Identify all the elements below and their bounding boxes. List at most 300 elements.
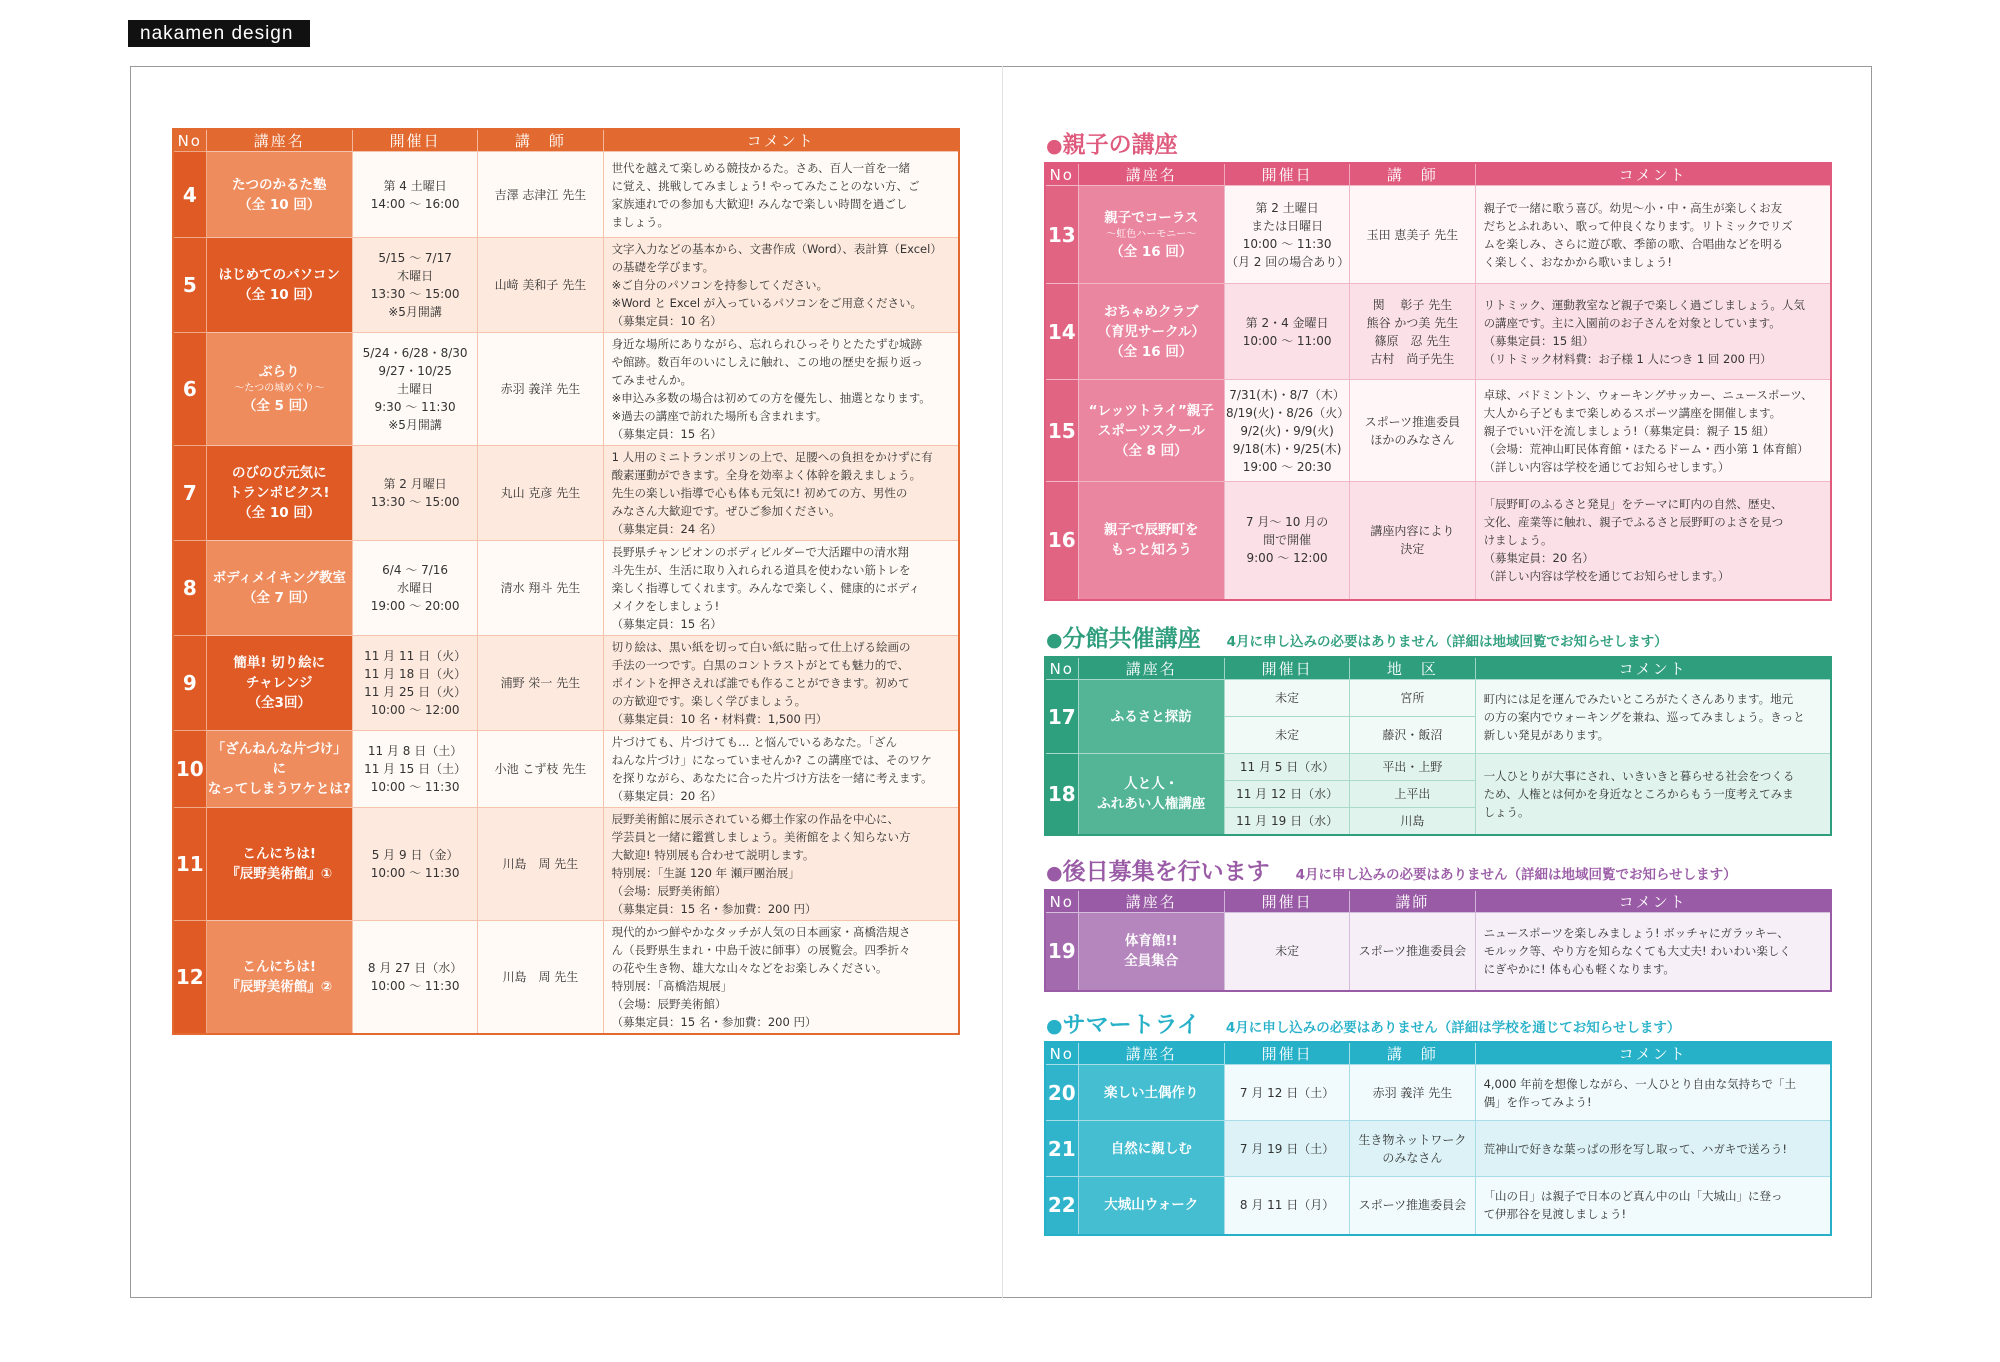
text-line: 大人から子どもまで楽しめるスポーツ講座を開催します。: [1483, 405, 1782, 420]
header-no: No: [173, 129, 206, 152]
text-line: ニュースポーツを楽しみましょう! ボッチャにガラッキー、: [1483, 926, 1789, 941]
header-name: 講座名: [1078, 657, 1224, 680]
text-line: （詳しい内容は学校を通じてお知らせします。）: [1483, 459, 1730, 474]
course-number: 11: [173, 808, 206, 921]
table-row: [1045, 482, 1831, 600]
header-no: No: [1045, 1042, 1078, 1065]
table-row: [1045, 1121, 1831, 1177]
header-date: 開催日: [1224, 657, 1349, 680]
text-line: ましょう。: [611, 214, 670, 229]
session-date: 11 月 12 日（水）: [1224, 781, 1349, 808]
text-line: スポーツ推進委員会: [1358, 944, 1467, 959]
text-line: の基礎を学びます。: [611, 260, 715, 274]
text-line: 生き物ネットワーク: [1358, 1132, 1467, 1147]
text-line: ふるさと探訪: [1110, 708, 1192, 725]
course-name: [1078, 1177, 1224, 1235]
text-line: のみなさん: [1382, 1150, 1443, 1165]
header-area: 地 区: [1350, 657, 1475, 680]
text-line: 11 月 8 日（土）: [367, 744, 463, 758]
course-name: [206, 446, 352, 541]
course-date: [352, 808, 477, 921]
text-line: 自然に親しむ: [1110, 1140, 1192, 1157]
course-comment: [1475, 380, 1831, 482]
text-line: にぎやかに! 体も心も軽くなります。: [1483, 962, 1675, 977]
section-title-text: 親子の講座: [1062, 132, 1178, 158]
text-line: （募集定員：20 名）: [611, 789, 722, 803]
text-line: 『辰野美術館』②: [226, 979, 333, 995]
text-line: なってしまうワケとは?: [207, 781, 351, 797]
text-line: ねんな片づけ」になっていませんか? この講座では、そのワケ: [611, 753, 932, 767]
text-line: 9:30 ～ 11:30: [374, 400, 456, 414]
table-row: [1045, 284, 1831, 380]
text-line: 長野県チャンピオンのボディビルダーで大活躍中の清水翔: [611, 545, 909, 559]
course-comment: [603, 152, 959, 238]
text-line: （会場：辰野美術館）: [611, 997, 727, 1011]
text-line: 斗先生が、生活に取り入れられる道具を使わない筋トレを: [611, 563, 911, 577]
text-line: の方の案内でウォーキングを兼ね、巡ってみましょう。きっと: [1483, 709, 1805, 724]
course-date: [1224, 1121, 1349, 1177]
text-line: （募集定員：20 名）: [1483, 551, 1594, 566]
course-name: [1078, 754, 1224, 835]
text-line: 身近な場所にありながら、忘れられひっそりとたたずむ城跡: [611, 337, 923, 351]
course-number: 9: [173, 636, 206, 731]
course-name: [206, 636, 352, 731]
text-line: はじめてのパソコン: [218, 267, 340, 283]
header-name: 講座名: [1078, 163, 1224, 186]
text-line: （育児サークル）: [1097, 323, 1206, 340]
text-line: スポーツ推進委員会: [1358, 1198, 1467, 1213]
course-date: [1224, 913, 1349, 991]
course-comment: [1475, 1065, 1831, 1121]
course-number: 8: [173, 541, 206, 636]
course-date: [352, 152, 477, 238]
session-area: 川島: [1350, 808, 1475, 835]
course-name: [1078, 913, 1224, 991]
table-row: [173, 238, 959, 333]
text-line: ポイントを押さえれば誰でも作ることができます。初めて: [611, 676, 910, 690]
course-number: 6: [173, 333, 206, 446]
header-teacher: 講師: [1350, 890, 1475, 913]
text-line: 間で開催: [1263, 533, 1312, 548]
text-line: 土曜日: [397, 382, 434, 396]
section-note: 4月に申し込みの必要はありません（詳細は地域回覧でお知らせします）: [1295, 867, 1737, 883]
course-number: 17: [1045, 680, 1078, 754]
text-line: 13:30 ～ 15:00: [370, 287, 460, 301]
text-line: 10:00 ～ 11:00: [1242, 333, 1332, 348]
course-table-branch: [1044, 656, 1832, 836]
text-line: だちとふれあい、歌って仲良くなります。リトミックでリズ: [1483, 218, 1793, 233]
text-line: 特別展：「髙橋浩規展」: [611, 979, 733, 993]
text-line: 楽しく指導してくれます。みんなで楽しく、健康的にボディ: [611, 581, 920, 595]
text-line: 第 2 土曜日: [1255, 200, 1319, 215]
course-number: 13: [1045, 186, 1078, 284]
text-line: 親子で辰野町を: [1104, 522, 1199, 539]
text-line: 世代を越えて楽しめる競技かるた。さあ、百人一首を一緒: [611, 160, 911, 175]
text-line: 5/15 ～ 7/17: [378, 251, 452, 265]
table-row: [1045, 754, 1831, 781]
text-line: 楽しい土偶作り: [1104, 1084, 1199, 1101]
header-teacher: 講 師: [1350, 163, 1475, 186]
text-line: 家族連れでの参加も大歓迎! みんなで楽しい時間を過ごし: [611, 196, 908, 211]
course-comment: [1475, 913, 1831, 991]
text-line: 辰野美術館に展示されている郷土作家の作品を中心に、: [611, 812, 900, 826]
course-name: [206, 152, 352, 238]
course-teacher: 赤羽 義洋 先生: [478, 333, 603, 446]
course-number: 22: [1045, 1177, 1078, 1235]
header-name: 講座名: [1078, 1042, 1224, 1065]
course-date: [1224, 482, 1349, 600]
text-line: 1 人用のミニトランポリンの上で、足腰への負担をかけずに有: [611, 450, 933, 464]
course-comment: [1475, 754, 1831, 835]
text-line: 未定: [1275, 944, 1300, 959]
course-comment: [603, 636, 959, 731]
course-number: 16: [1045, 482, 1078, 600]
course-name: [206, 808, 352, 921]
course-number: 20: [1045, 1065, 1078, 1121]
course-subtitle: ～虹色ハーモニー～: [1106, 228, 1197, 240]
text-line: こんにちは!: [242, 846, 317, 862]
text-line: 11 月 15 日（土）: [364, 762, 467, 776]
text-line: リトミック、運動教室など親子で楽しく過ごしましょう。人気: [1483, 297, 1805, 312]
text-line: 文化、産業等に触れ、親子でふるさと辰野町のよさを見つ: [1483, 515, 1784, 530]
header-teacher: 講 師: [478, 129, 603, 152]
text-line: 5 月 9 日（金）: [371, 848, 459, 862]
text-line: 親子でコーラス: [1104, 209, 1199, 226]
course-name: [206, 238, 352, 333]
text-line: 決定: [1400, 542, 1425, 557]
text-line: 11 月 25 日（火）: [364, 685, 467, 699]
text-line: 古村 尚子先生: [1370, 351, 1455, 366]
text-line: 14:00 ～ 16:00: [370, 196, 460, 211]
text-line: （募集定員：15 組）: [1483, 333, 1594, 348]
text-line: 11 月 11 日（火）: [364, 649, 467, 663]
course-comment: [1475, 186, 1831, 284]
table-row: [173, 333, 959, 446]
text-line: や館跡。数百年のいにしえに触れ、この地の歴史を振り返っ: [611, 355, 923, 369]
text-line: 9:00 ～ 12:00: [1246, 551, 1328, 566]
text-line: （募集定員：15 名・参加費：200 円）: [611, 902, 817, 916]
session-area: 藤沢・飯沼: [1350, 717, 1475, 754]
text-line: こんにちは!: [242, 959, 317, 975]
text-line: 人と人・: [1124, 775, 1179, 792]
section-title-summer: ●サマートライ 4月に申し込みの必要はありません（詳細は学校を通じてお知らせします）: [1046, 1012, 1681, 1038]
text-line: 全員集合: [1124, 953, 1179, 970]
text-line: （募集定員：10 名）: [611, 314, 722, 328]
text-line: （全3回）: [247, 695, 311, 711]
course-teacher: 山﨑 美和子 先生: [478, 238, 603, 333]
course-name: [1078, 1065, 1224, 1121]
header-name: 講座名: [206, 129, 352, 152]
course-name: [206, 333, 352, 446]
text-line: 9/2(火)・9/9(火): [1240, 423, 1334, 438]
text-line: おちゃめクラブ: [1104, 303, 1199, 320]
course-comment: [1475, 1121, 1831, 1177]
section-note: 4月に申し込みの必要はありません（詳細は学校を通じてお知らせします）: [1225, 1020, 1681, 1036]
text-line: （会場：荒神山町民体育館・ほたるドーム・西小第 1 体育館）: [1483, 441, 1809, 456]
table-row: [1045, 186, 1831, 284]
course-date: [352, 541, 477, 636]
header-name: 講座名: [1078, 890, 1224, 913]
text-line: しょう。: [1483, 804, 1530, 819]
course-number: 10: [173, 731, 206, 808]
text-line: 偶」を作ってみよう!: [1483, 1094, 1592, 1109]
course-table-parent-child: [1044, 162, 1832, 601]
course-comment: [603, 731, 959, 808]
text-line: てみませんか。: [611, 373, 693, 387]
course-number: 14: [1045, 284, 1078, 380]
text-line: 片づけても、片づけても… と悩んでいるあなた。「ざん: [611, 735, 897, 749]
text-line: （リトミック材料費：お子様 1 人につき 1 回 200 円）: [1483, 351, 1772, 366]
text-line: 親子で一緒に歌う喜び。幼児～小・中・高生が楽しくお友: [1483, 200, 1783, 215]
text-line: 大歓迎! 特別展も合わせて説明します。: [611, 848, 815, 862]
text-line: 簡単! 切り絵に: [233, 655, 326, 671]
text-line: 7 月～ 10 月の: [1245, 515, 1329, 530]
text-line: （詳しい内容は学校を通じてお知らせします。）: [1483, 569, 1730, 584]
text-line: 赤羽 義洋 先生: [1372, 1085, 1453, 1100]
table-row: [173, 152, 959, 238]
text-line: ボディメイキング教室: [212, 570, 346, 586]
header-comment: コメント: [1475, 1042, 1831, 1065]
course-date: [1224, 284, 1349, 380]
table-row: [173, 731, 959, 808]
text-line: （全 16 回）: [1110, 343, 1193, 360]
course-name: [1078, 1121, 1224, 1177]
header-date: 開催日: [1224, 163, 1349, 186]
course-table-later: [1044, 889, 1832, 992]
session-date: 未定: [1224, 680, 1349, 717]
course-name: [1078, 186, 1224, 284]
text-line: （募集定員：15 名）: [611, 617, 722, 631]
section-title-parent-child: ●親子の講座: [1046, 132, 1178, 158]
text-line: 4,000 年前を想像しながら、一人ひとり自由な気持ちで「土: [1483, 1076, 1797, 1091]
course-date: [352, 636, 477, 731]
text-line: メイクをしましょう!: [611, 599, 720, 613]
course-number: 18: [1045, 754, 1078, 835]
course-number: 5: [173, 238, 206, 333]
course-comment: [1475, 680, 1831, 754]
course-teacher: 清水 翔斗 先生: [478, 541, 603, 636]
text-line: 「ざんねんな片づけ」に: [211, 741, 347, 777]
course-date: [352, 921, 477, 1035]
text-line: 町内には足を運んでみたいところがたくさんあります。地元: [1483, 691, 1794, 706]
text-line: ※5月開講: [388, 305, 442, 319]
header-no: No: [1045, 890, 1078, 913]
text-line: ぶらり: [259, 364, 300, 380]
table-row: [1045, 1177, 1831, 1235]
course-teacher: [1350, 1177, 1475, 1235]
course-name: [206, 541, 352, 636]
header-date: 開催日: [1224, 890, 1349, 913]
session-area: 宮所: [1350, 680, 1475, 717]
course-comment: [1475, 284, 1831, 380]
session-date: 11 月 19 日（水）: [1224, 808, 1349, 835]
table-row: [173, 541, 959, 636]
text-line: の講座です。主に入園前のお子さんを対象としています。: [1483, 315, 1781, 330]
text-line: 学芸員と一緒に鑑賞しましょう。美術館をよく知らない方: [611, 830, 911, 844]
section-title-text: 分館共催講座: [1062, 626, 1201, 652]
text-line: 19:00 ～ 20:00: [370, 599, 460, 613]
text-line: 6/4 ～ 7/16: [382, 563, 449, 577]
text-line: 13:30 ～ 15:00: [370, 495, 460, 509]
text-line: （全 7 回）: [242, 590, 316, 606]
text-line: （募集定員：15 名・参加費：200 円）: [611, 1015, 817, 1029]
text-line: 切り絵は、黒い紙を切って白い紙に貼って仕上げる絵画の: [611, 640, 911, 654]
text-line: 19:00 ～ 20:30: [1242, 459, 1332, 474]
text-line: 10:00 ～ 11:30: [370, 780, 460, 794]
text-line: “レッツトライ”親子: [1088, 402, 1214, 419]
text-line: 9/27・10/25: [378, 364, 452, 378]
header-no: No: [1045, 163, 1078, 186]
session-date: 11 月 5 日（水）: [1224, 754, 1349, 781]
text-line: ため、人権とは何かを身近なところからもう一度考えてみま: [1483, 786, 1794, 801]
text-line: 木曜日: [397, 269, 434, 283]
text-line: （募集定員：10 名・材料費：1,500 円）: [611, 712, 828, 726]
text-line: 親子でいい汗を流しましょう!（募集定員：親子 15 組）: [1483, 423, 1775, 438]
course-comment: [603, 446, 959, 541]
text-line: 「辰野町のふるさと発見」をテーマに町内の自然、歴史、: [1483, 497, 1783, 512]
course-comment: [1475, 482, 1831, 600]
course-number: 12: [173, 921, 206, 1035]
section-title-branch: ●分館共催講座 4月に申し込みの必要はありません（詳細は地域回覧でお知らせします）: [1046, 626, 1668, 652]
text-line: 5/24・6/28・8/30: [362, 346, 468, 360]
table-row: [1045, 380, 1831, 482]
text-line: ※5月開講: [388, 418, 442, 432]
text-line: チャレンジ: [246, 675, 313, 691]
course-teacher: [1350, 284, 1475, 380]
text-line: 8 月 11 日（月）: [1239, 1198, 1335, 1213]
text-line: 文字入力などの基本から、文書作成（Word）、表計算（Excel）: [611, 242, 942, 256]
text-line: 特別展：「生誕 120 年 瀬戸團治展」: [611, 866, 800, 880]
header-comment: コメント: [1475, 890, 1831, 913]
brand-label: nakamen design: [128, 20, 310, 47]
text-line: （全 10 回）: [238, 196, 321, 213]
section-note: 4月に申し込みの必要はありません（詳細は地域回覧でお知らせします）: [1226, 634, 1668, 650]
text-line: て伊那谷を見渡しましょう!: [1483, 1207, 1627, 1222]
text-line: 『辰野美術館』①: [226, 866, 333, 882]
session-date: 未定: [1224, 717, 1349, 754]
course-number: 7: [173, 446, 206, 541]
course-teacher: 川島 周 先生: [478, 808, 603, 921]
course-date: [1224, 1177, 1349, 1235]
session-area: 平出・上野: [1350, 754, 1475, 781]
text-line: 講座内容により: [1370, 524, 1455, 539]
course-date: [1224, 1065, 1349, 1121]
course-table-summer: [1044, 1041, 1832, 1236]
text-line: の方歓迎です。楽しく学びましょう。: [611, 694, 807, 708]
page-fold: [1002, 66, 1003, 1298]
text-line: または日曜日: [1251, 218, 1324, 233]
course-comment: [1475, 1177, 1831, 1235]
course-teacher: 小池 こず枝 先生: [478, 731, 603, 808]
text-line: 一人ひとりが大事にされ、いきいきと暮らせる社会をつくる: [1483, 768, 1795, 783]
text-line: ん（長野県生まれ・中島千波に師事）の展覧会。四季折々: [611, 943, 911, 957]
course-teacher: 川島 周 先生: [478, 921, 603, 1035]
text-line: （募集定員：24 名）: [611, 522, 722, 536]
text-line: スポーツ推進委員: [1364, 414, 1461, 429]
course-date: [352, 731, 477, 808]
header-comment: コメント: [1475, 657, 1831, 680]
text-line: 酸素運動ができます。全身を効率よく体幹を鍛えましょう。: [611, 468, 922, 482]
text-line: 「山の日」は親子で日本のど真ん中の山「大城山」に登っ: [1483, 1189, 1783, 1204]
course-number: 21: [1045, 1121, 1078, 1177]
course-comment: [603, 541, 959, 636]
text-line: 10:00 ～ 11:30: [1242, 236, 1332, 251]
text-line: みなさん大歓迎です。ぜひご参加ください。: [611, 504, 841, 518]
course-date: [1224, 186, 1349, 284]
text-line: 玉田 恵美子 先生: [1366, 227, 1459, 242]
text-line: 篠原 忍 先生: [1374, 333, 1451, 348]
course-number: 15: [1045, 380, 1078, 482]
course-table-general: [172, 128, 960, 1035]
course-teacher: [1350, 482, 1475, 600]
text-line: （月 2 回の場合あり）: [1225, 254, 1350, 269]
course-name: [1078, 284, 1224, 380]
header-date: 開催日: [352, 129, 477, 152]
text-line: く楽しく、おなかから歌いましょう!: [1483, 254, 1672, 269]
text-line: 第 2・4 金曜日: [1245, 315, 1329, 330]
text-line: 7/31(木)・8/7（木）: [1229, 387, 1345, 402]
course-teacher: [1350, 1121, 1475, 1177]
text-line: （会場：辰野美術館）: [611, 884, 727, 898]
text-line: の花や生き物、雄大な山々などをお楽しみください。: [611, 961, 888, 975]
text-line: 体育館!!: [1124, 933, 1178, 950]
text-line: 現代的かつ鮮やかなタッチが人気の日本画家・髙橋浩規さ: [611, 925, 911, 939]
text-line: スポーツスクール: [1097, 422, 1205, 439]
table-row: [173, 808, 959, 921]
text-line: （全 16 回）: [1110, 243, 1193, 260]
course-teacher: 吉澤 志津江 先生: [478, 152, 603, 238]
course-comment: [603, 238, 959, 333]
table-row: [173, 636, 959, 731]
table-row: [173, 446, 959, 541]
text-line: 8 月 27 日（水）: [367, 961, 463, 975]
course-date: [352, 238, 477, 333]
text-line: 熊谷 かつ美 先生: [1366, 315, 1459, 330]
header-no: No: [1045, 657, 1078, 680]
course-number: 4: [173, 152, 206, 238]
course-teacher: 丸山 克彦 先生: [478, 446, 603, 541]
text-line: ※Word と Excel が入っているパソコンをご用意ください。: [611, 296, 922, 310]
course-name: [206, 731, 352, 808]
text-line: 卓球、バドミントン、ウォーキングサッカー、ニュースポーツ、: [1483, 387, 1813, 402]
header-teacher: 講 師: [1350, 1042, 1475, 1065]
course-date: [352, 446, 477, 541]
text-line: トランポビクス!: [228, 485, 330, 501]
text-line: 第 2 月曜日: [383, 477, 447, 491]
text-line: 8/19(火)・8/26（火）: [1225, 405, 1350, 420]
text-line: 10:00 ～ 11:30: [370, 979, 460, 993]
text-line: ふれあい人権講座: [1097, 795, 1206, 812]
course-name: [1078, 380, 1224, 482]
course-number: 19: [1045, 913, 1078, 991]
text-line: 荒神山で好きな葉っぱの形を写し取って、ハガキで送ろう!: [1483, 1141, 1787, 1156]
text-line: 10:00 ～ 11:30: [370, 866, 460, 880]
section-title-later: ●後日募集を行います 4月に申し込みの必要はありません（詳細は地域回覧でお知らせします）: [1046, 859, 1737, 885]
table-row: [1045, 913, 1831, 991]
text-line: 11 月 18 日（火）: [364, 667, 467, 681]
section-title-text: 後日募集を行います: [1062, 859, 1270, 885]
course-teacher: 浦野 栄一 先生: [478, 636, 603, 731]
course-name: [1078, 680, 1224, 754]
text-line: ※過去の講座で訪れた場所も含まれます。: [611, 409, 828, 423]
course-teacher: [1350, 913, 1475, 991]
text-line: 大城山ウォーク: [1104, 1197, 1199, 1214]
course-teacher: [1350, 1065, 1475, 1121]
text-line: 7 月 12 日（土）: [1239, 1085, 1335, 1100]
text-line: もっと知ろう: [1110, 542, 1192, 559]
table-row: [173, 921, 959, 1035]
text-line: けましょう。: [1483, 533, 1553, 548]
